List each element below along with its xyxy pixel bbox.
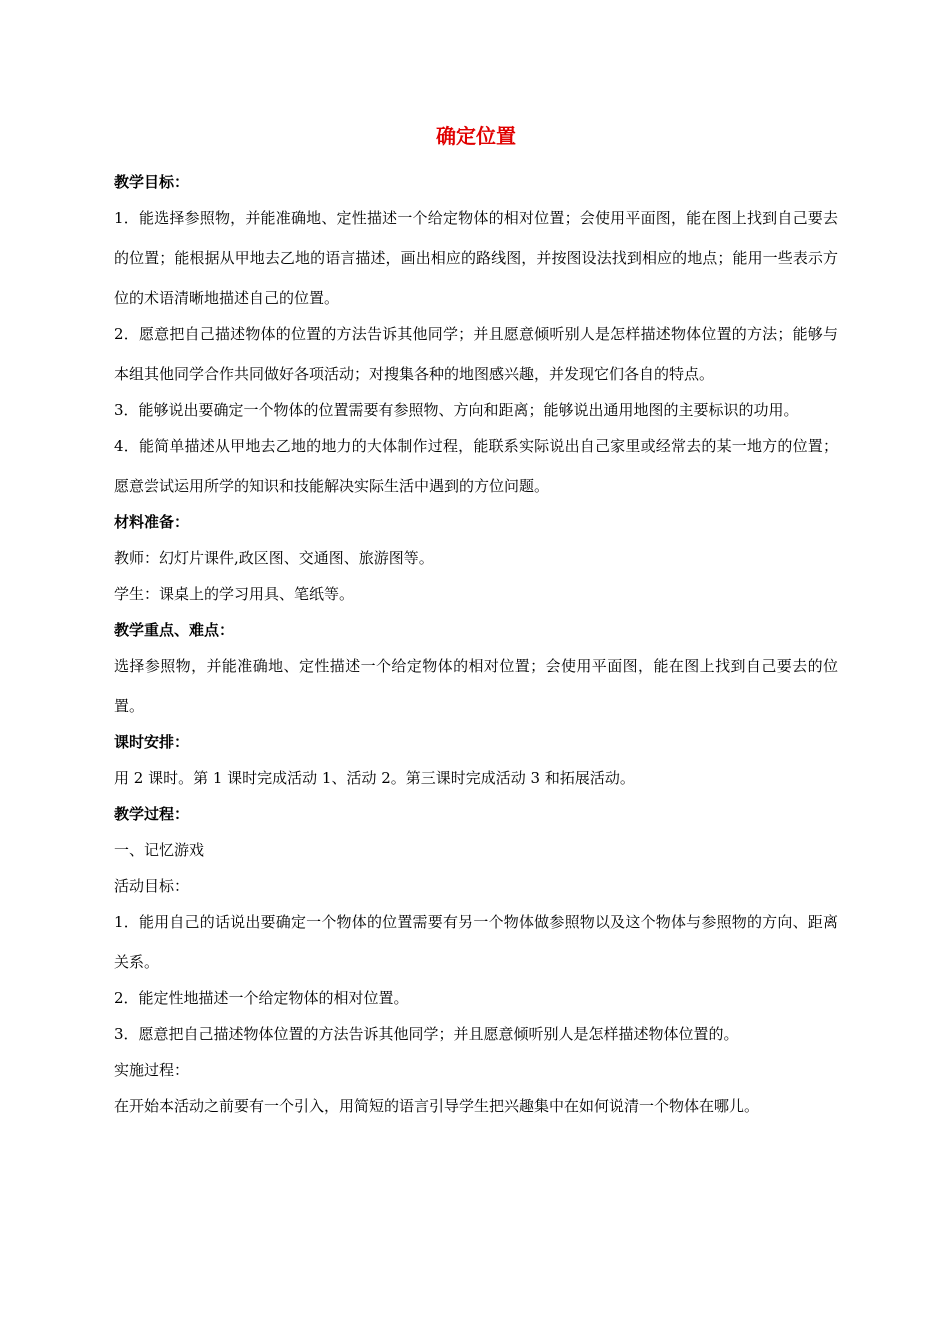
activity-goals-label: 活动目标：: [114, 877, 190, 895]
activity-goal-item-1: 1．能用自己的话说出要确定一个物体的位置需要有另一个物体做参照物以及这个物体与参照物的方向、距离关系。: [114, 913, 838, 971]
goal-item-2: 2．愿意把自己描述物体的位置的方法告诉其他同学；并且愿意倾听别人是怎样描述物体位置的方法；能够与本组其他同学合作共同做好各项活动；对搜集各种的地图感兴趣，并发现它们各自的特点。: [114, 325, 838, 383]
implementation-label: 实施过程：: [114, 1061, 190, 1079]
materials-heading: 材料准备：: [114, 513, 190, 531]
goal-item-3: 3．能够说出要确定一个物体的位置需要有参照物、方向和距离；能够说出通用地图的主要标识的功用。: [114, 401, 799, 419]
schedule-heading: 课时安排：: [114, 733, 190, 751]
goal-item-1: 1．能选择参照物，并能准确地、定性描述一个给定物体的相对位置；会使用平面图，能在图上找到自己要去的位置；能根据从甲地去乙地的语言描述，画出相应的路线图，并按图设法找到相应的地点；能用一些表示方位的术语清晰地描述自己的位置。: [114, 209, 838, 307]
process-heading: 教学过程：: [114, 805, 190, 823]
implementation-text: 在开始本活动之前要有一个引入，用简短的语言引导学生把兴趣集中在如何说清一个物体在哪儿。: [114, 1097, 760, 1115]
key-points-text: 选择参照物，并能准确地、定性描述一个给定物体的相对位置；会使用平面图，能在图上找到自己要去的位置。: [114, 657, 838, 715]
process-part-1: 一、记忆游戏: [114, 841, 205, 859]
activity-goal-item-2: 2．能定性地描述一个给定物体的相对位置。: [114, 989, 409, 1007]
materials-teacher: 教师：幻灯片课件,政区图、交通图、旅游图等。: [114, 549, 434, 567]
goals-heading: 教学目标：: [114, 173, 190, 191]
activity-goal-item-3: 3．愿意把自己描述物体位置的方法告诉其他同学；并且愿意倾听别人是怎样描述物体位置的。: [114, 1025, 739, 1043]
key-points-heading: 教学重点、难点：: [114, 621, 235, 639]
schedule-text: 用 2 课时。第 1 课时完成活动 1、活动 2。第三课时完成活动 3 和拓展活动。: [114, 769, 635, 787]
goal-item-4: 4．能简单描述从甲地去乙地的地力的大体制作过程，能联系实际说出自己家里或经常去的某一地方的位置；愿意尝试运用所学的知识和技能解决实际生活中遇到的方位问题。: [114, 437, 838, 495]
document-page: [114, 118, 838, 1132]
materials-student: 学生：课桌上的学习用具、笔纸等。: [114, 585, 355, 603]
document-title: 确定位置: [436, 124, 516, 148]
